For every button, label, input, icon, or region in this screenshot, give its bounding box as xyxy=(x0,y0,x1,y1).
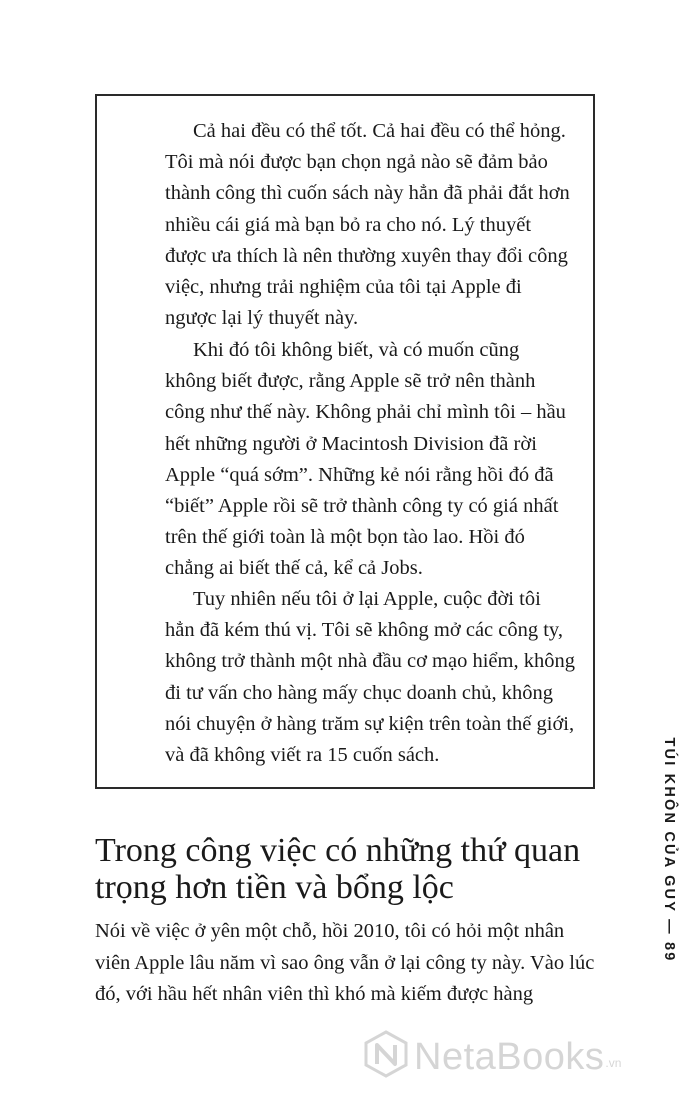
watermark-suffix: .vn xyxy=(605,1056,622,1070)
watermark xyxy=(362,1030,621,1078)
quote-paragraph-1: Cả hai đều có thể tốt. Cả hai đều có thể hỏng. Tôi mà nói được bạn chọn ngả nào sẽ đảm bảo thành công thì cuốn sách này hẳn đã phải đắt hơn nhiều cái giá mà bạn bỏ ra cho nó. Lý thuyết được ưa thích là nên thường xuyên thay đổi công việc, nhưng trải nghiệm của tôi tại Apple đi ngược lại lý thuyết này. xyxy=(165,120,570,330)
section-heading: Trong công việc có những thứ quan trọng hơn tiền và bổng lộc xyxy=(95,832,581,906)
quote-paragraph-2: Khi đó tôi không biết, và có muốn cũng không biết được, rằng Apple sẽ trở nên thành công như thế này. Không phải chỉ mình tôi – hầu hết những người ở Macintosh Division đã rời Apple “quá sớm”. Những kẻ nói rằng hồi đó đã “biết” Apple rồi sẽ trở thành công ty có giá nhất trên thế giới toàn là một bọn tào lao. Hồi đó chẳng ai biết thế cả, kể cả Jobs. xyxy=(165,339,566,580)
netabooks-logo-icon xyxy=(362,1030,410,1078)
watermark-text: NetaBooks xyxy=(414,1036,605,1078)
running-footer: TÚI KHÔN CỦA GUY — 89 xyxy=(661,737,677,963)
body-paragraph: Nói về việc ở yên một chỗ, hồi 2010, tôi có hỏi một nhân viên Apple lâu năm vì sao ông vẫn ở lại công ty này. Vào lúc đó, với hầu hết nhân viên thì khó mà kiếm được hàng xyxy=(95,920,595,1005)
quote-paragraph-3: Tuy nhiên nếu tôi ở lại Apple, cuộc đời tôi hẳn đã kém thú vị. Tôi sẽ không mở các công ty, không trở thành một nhà đầu cơ mạo hiểm, không đi tư vấn cho hàng mấy chục doanh chủ, không nói chuyện ở hàng trăm sự kiện trên toàn thế giới, và đã không viết ra 15 cuốn sách. xyxy=(165,588,575,767)
